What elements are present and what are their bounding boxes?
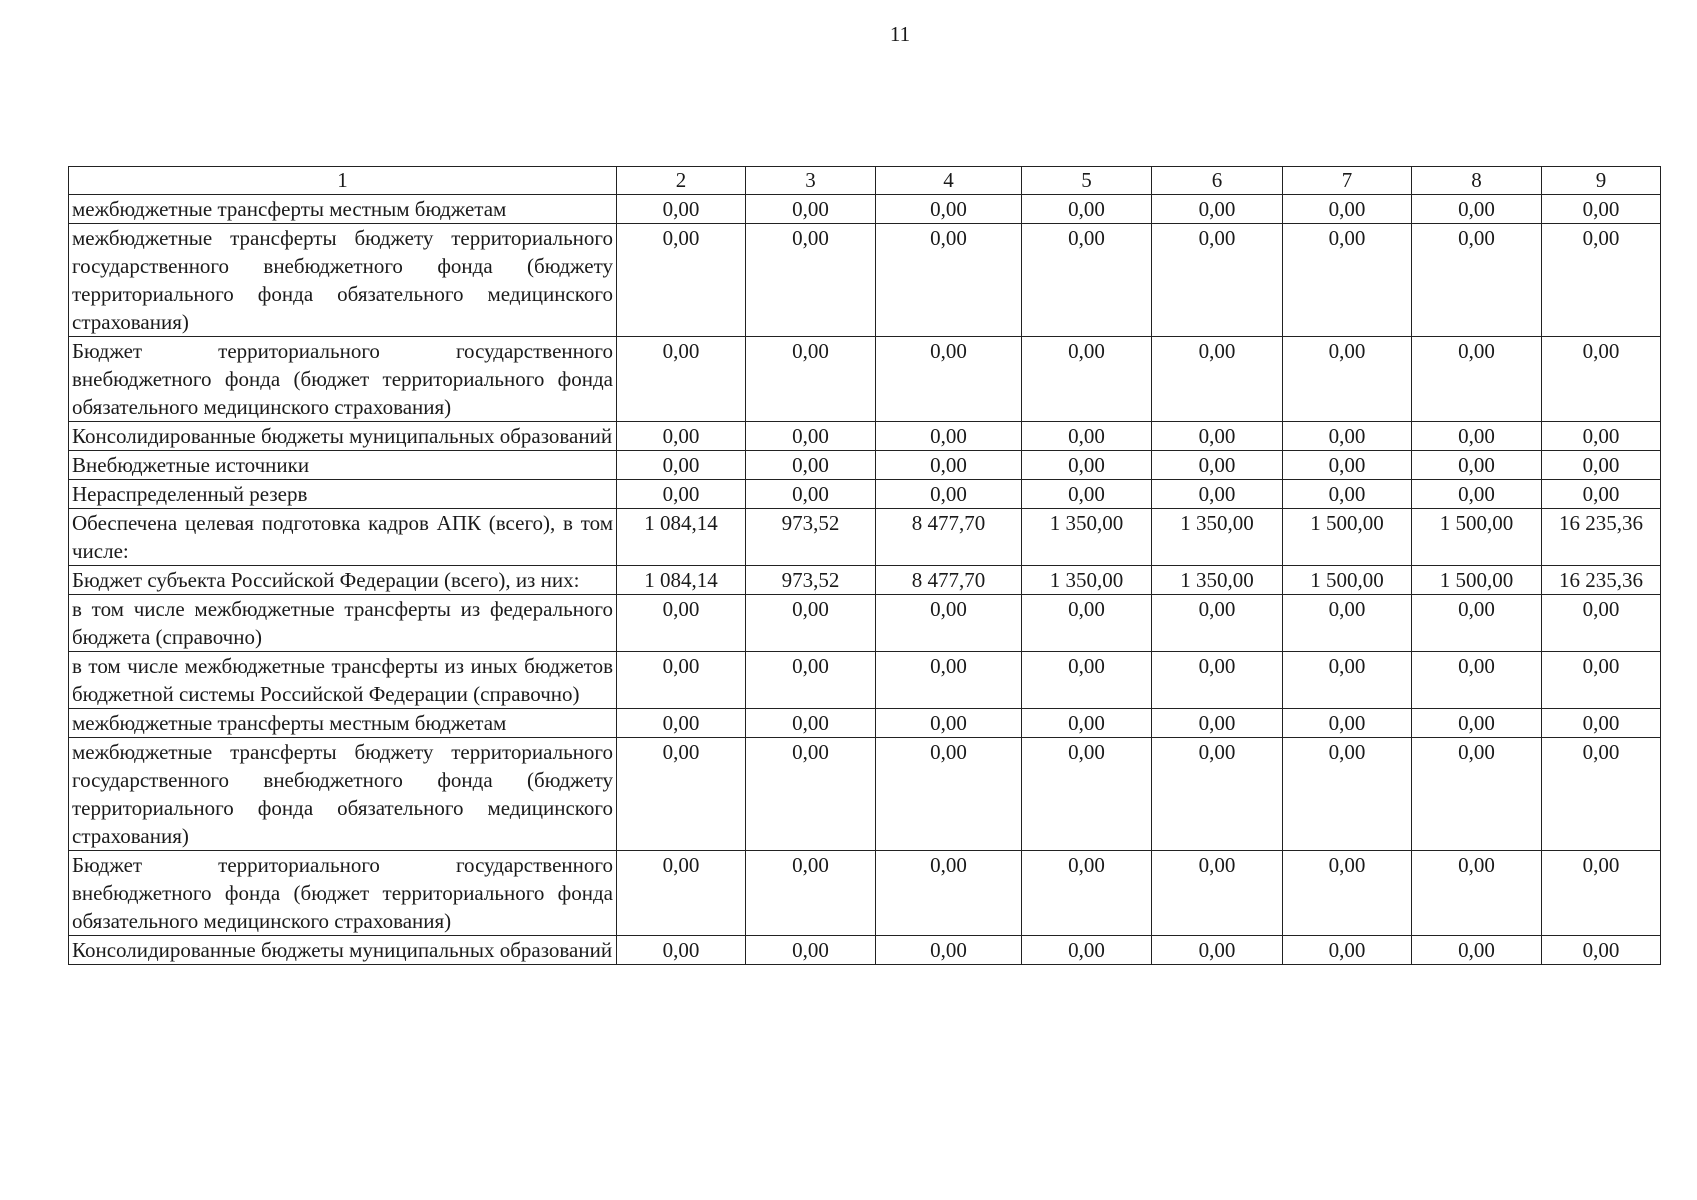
value-cell: 0,00 xyxy=(1542,936,1661,965)
column-header: 7 xyxy=(1283,167,1412,195)
value-cell: 0,00 xyxy=(1283,936,1412,965)
table-row xyxy=(69,936,1661,965)
value-cell: 0,00 xyxy=(617,224,746,337)
value-cell: 16 235,36 xyxy=(1542,509,1661,566)
value-cell: 0,00 xyxy=(1542,451,1661,480)
column-header: 1 xyxy=(69,167,617,195)
column-header: 4 xyxy=(876,167,1022,195)
value-cell: 1 500,00 xyxy=(1412,566,1542,595)
value-cell: 0,00 xyxy=(876,936,1022,965)
row-label: Консолидированные бюджеты муниципальных образований xyxy=(69,936,617,965)
value-cell: 0,00 xyxy=(1022,652,1152,709)
value-cell: 0,00 xyxy=(876,422,1022,451)
table-row xyxy=(69,195,1661,224)
value-cell: 1 350,00 xyxy=(1022,566,1152,595)
column-header: 3 xyxy=(746,167,876,195)
value-cell: 0,00 xyxy=(746,224,876,337)
value-cell: 0,00 xyxy=(1412,595,1542,652)
value-cell: 0,00 xyxy=(876,652,1022,709)
value-cell: 0,00 xyxy=(617,451,746,480)
value-cell: 0,00 xyxy=(617,337,746,422)
value-cell: 0,00 xyxy=(1152,195,1283,224)
value-cell: 0,00 xyxy=(1152,422,1283,451)
value-cell: 0,00 xyxy=(1022,936,1152,965)
value-cell: 0,00 xyxy=(1542,652,1661,709)
value-cell: 0,00 xyxy=(1152,595,1283,652)
value-cell: 0,00 xyxy=(617,480,746,509)
value-cell: 973,52 xyxy=(746,509,876,566)
value-cell: 0,00 xyxy=(617,595,746,652)
value-cell: 0,00 xyxy=(876,224,1022,337)
value-cell: 0,00 xyxy=(1152,337,1283,422)
value-cell: 0,00 xyxy=(1283,451,1412,480)
value-cell: 0,00 xyxy=(746,480,876,509)
value-cell: 0,00 xyxy=(1152,451,1283,480)
row-label: межбюджетные трансферты местным бюджетам xyxy=(69,195,617,224)
column-header: 9 xyxy=(1542,167,1661,195)
value-cell: 0,00 xyxy=(1542,709,1661,738)
value-cell: 973,52 xyxy=(746,566,876,595)
value-cell: 0,00 xyxy=(1152,851,1283,936)
value-cell: 0,00 xyxy=(746,422,876,451)
value-cell: 0,00 xyxy=(1412,480,1542,509)
table-row xyxy=(69,652,1661,709)
value-cell: 0,00 xyxy=(746,709,876,738)
column-header: 2 xyxy=(617,167,746,195)
value-cell: 0,00 xyxy=(1022,480,1152,509)
value-cell: 0,00 xyxy=(1283,595,1412,652)
value-cell: 0,00 xyxy=(617,422,746,451)
value-cell: 0,00 xyxy=(1542,422,1661,451)
value-cell: 0,00 xyxy=(1412,936,1542,965)
row-label: Нераспределенный резерв xyxy=(69,480,617,509)
value-cell: 0,00 xyxy=(1542,480,1661,509)
value-cell: 0,00 xyxy=(1412,851,1542,936)
table-row xyxy=(69,451,1661,480)
value-cell: 0,00 xyxy=(1152,224,1283,337)
value-cell: 0,00 xyxy=(1022,595,1152,652)
value-cell: 0,00 xyxy=(876,851,1022,936)
value-cell: 0,00 xyxy=(876,738,1022,851)
table-row xyxy=(69,480,1661,509)
value-cell: 0,00 xyxy=(1022,709,1152,738)
table-row xyxy=(69,337,1661,422)
table-row xyxy=(69,595,1661,652)
value-cell: 1 500,00 xyxy=(1283,509,1412,566)
table-header-row xyxy=(69,167,1661,195)
value-cell: 0,00 xyxy=(1152,480,1283,509)
row-label: межбюджетные трансферты бюджету территориального государственного внебюджетного фонда (бюджету территориального фонда обязательного медицинского страхования) xyxy=(69,738,617,851)
value-cell: 0,00 xyxy=(1412,738,1542,851)
column-header: 6 xyxy=(1152,167,1283,195)
value-cell: 0,00 xyxy=(1283,337,1412,422)
value-cell: 0,00 xyxy=(746,451,876,480)
row-label: Бюджет территориального государственного внебюджетного фонда (бюджет территориального фонда обязательного медицинского страхования) xyxy=(69,851,617,936)
value-cell: 0,00 xyxy=(1152,652,1283,709)
table-row xyxy=(69,851,1661,936)
row-label: межбюджетные трансферты бюджету территориального государственного внебюджетного фонда (бюджету территориального фонда обязательного медицинского страхования) xyxy=(69,224,617,337)
value-cell: 0,00 xyxy=(1542,738,1661,851)
value-cell: 0,00 xyxy=(1542,195,1661,224)
value-cell: 0,00 xyxy=(1283,422,1412,451)
value-cell: 1 350,00 xyxy=(1022,509,1152,566)
value-cell: 0,00 xyxy=(1283,224,1412,337)
value-cell: 0,00 xyxy=(1542,224,1661,337)
table-row xyxy=(69,709,1661,738)
value-cell: 0,00 xyxy=(1412,195,1542,224)
value-cell: 0,00 xyxy=(876,595,1022,652)
value-cell: 0,00 xyxy=(1022,224,1152,337)
value-cell: 0,00 xyxy=(617,709,746,738)
value-cell: 0,00 xyxy=(746,652,876,709)
value-cell: 0,00 xyxy=(1412,451,1542,480)
value-cell: 0,00 xyxy=(1152,738,1283,851)
value-cell: 8 477,70 xyxy=(876,509,1022,566)
value-cell: 0,00 xyxy=(1283,709,1412,738)
value-cell: 0,00 xyxy=(746,195,876,224)
row-label: Бюджет территориального государственного внебюджетного фонда (бюджет территориального фонда обязательного медицинского страхования) xyxy=(69,337,617,422)
value-cell: 0,00 xyxy=(876,480,1022,509)
value-cell: 0,00 xyxy=(617,195,746,224)
value-cell: 16 235,36 xyxy=(1542,566,1661,595)
value-cell: 0,00 xyxy=(617,851,746,936)
value-cell: 8 477,70 xyxy=(876,566,1022,595)
budget-table xyxy=(68,166,1661,965)
table-row xyxy=(69,509,1661,566)
value-cell: 0,00 xyxy=(1412,709,1542,738)
table-row xyxy=(69,566,1661,595)
table-row xyxy=(69,422,1661,451)
value-cell: 0,00 xyxy=(1022,422,1152,451)
column-header: 5 xyxy=(1022,167,1152,195)
value-cell: 0,00 xyxy=(1542,851,1661,936)
value-cell: 0,00 xyxy=(1022,451,1152,480)
value-cell: 0,00 xyxy=(1412,652,1542,709)
value-cell: 0,00 xyxy=(1283,652,1412,709)
row-label: Консолидированные бюджеты муниципальных образований xyxy=(69,422,617,451)
value-cell: 0,00 xyxy=(1283,851,1412,936)
value-cell: 0,00 xyxy=(1022,851,1152,936)
value-cell: 1 500,00 xyxy=(1412,509,1542,566)
table-row xyxy=(69,738,1661,851)
value-cell: 0,00 xyxy=(1412,224,1542,337)
value-cell: 0,00 xyxy=(1152,936,1283,965)
value-cell: 1 350,00 xyxy=(1152,509,1283,566)
value-cell: 1 084,14 xyxy=(617,566,746,595)
column-header: 8 xyxy=(1412,167,1542,195)
value-cell: 0,00 xyxy=(1152,709,1283,738)
value-cell: 0,00 xyxy=(746,738,876,851)
value-cell: 0,00 xyxy=(1022,738,1152,851)
value-cell: 1 350,00 xyxy=(1152,566,1283,595)
value-cell: 0,00 xyxy=(746,851,876,936)
row-label: Обеспечена целевая подготовка кадров АПК (всего), в том числе: xyxy=(69,509,617,566)
row-label: в том числе межбюджетные трансферты из иных бюджетов бюджетной системы Российской Федерации (справочно) xyxy=(69,652,617,709)
value-cell: 0,00 xyxy=(1283,195,1412,224)
value-cell: 0,00 xyxy=(746,936,876,965)
value-cell: 0,00 xyxy=(1412,337,1542,422)
value-cell: 0,00 xyxy=(746,595,876,652)
value-cell: 0,00 xyxy=(617,936,746,965)
row-label: Внебюджетные источники xyxy=(69,451,617,480)
row-label: в том числе межбюджетные трансферты из федерального бюджета (справочно) xyxy=(69,595,617,652)
value-cell: 0,00 xyxy=(746,337,876,422)
value-cell: 0,00 xyxy=(876,709,1022,738)
value-cell: 0,00 xyxy=(876,337,1022,422)
value-cell: 0,00 xyxy=(617,652,746,709)
value-cell: 0,00 xyxy=(1283,480,1412,509)
value-cell: 0,00 xyxy=(876,451,1022,480)
table-row xyxy=(69,224,1661,337)
value-cell: 0,00 xyxy=(1412,422,1542,451)
page-number: 11 xyxy=(889,22,911,46)
row-label: межбюджетные трансферты местным бюджетам xyxy=(69,709,617,738)
value-cell: 0,00 xyxy=(1283,738,1412,851)
value-cell: 1 084,14 xyxy=(617,509,746,566)
row-label: Бюджет субъекта Российской Федерации (всего), из них: xyxy=(69,566,617,595)
value-cell: 0,00 xyxy=(876,195,1022,224)
value-cell: 0,00 xyxy=(617,738,746,851)
value-cell: 0,00 xyxy=(1542,595,1661,652)
value-cell: 0,00 xyxy=(1542,337,1661,422)
value-cell: 0,00 xyxy=(1022,337,1152,422)
value-cell: 1 500,00 xyxy=(1283,566,1412,595)
value-cell: 0,00 xyxy=(1022,195,1152,224)
